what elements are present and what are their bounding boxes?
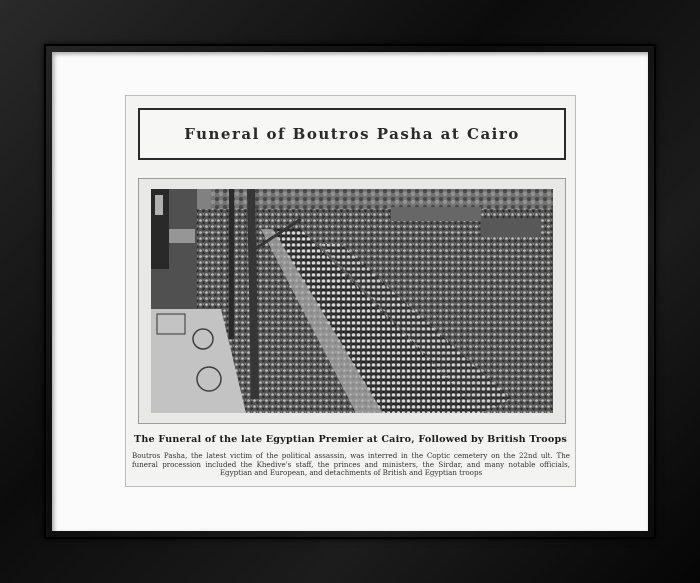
photo-border bbox=[138, 178, 566, 424]
caption-body: Boutros Pasha, the latest victim of the political assassin, was interred in the Coptic cemetery on the 22nd ult. The funeral procession included the Khedive's staff, the princes and ministers, the Sirdar, and many notable officials, Egyptian and European, and detachments of British and Egyptian troops bbox=[132, 451, 570, 478]
print-title: Funeral of Boutros Pasha at Cairo bbox=[184, 125, 520, 143]
caption-title: The Funeral of the late Egyptian Premier at Cairo, Followed by British Troops bbox=[134, 434, 567, 445]
vintage-print bbox=[125, 95, 576, 487]
procession-photograph bbox=[151, 189, 553, 413]
title-box bbox=[138, 108, 566, 160]
